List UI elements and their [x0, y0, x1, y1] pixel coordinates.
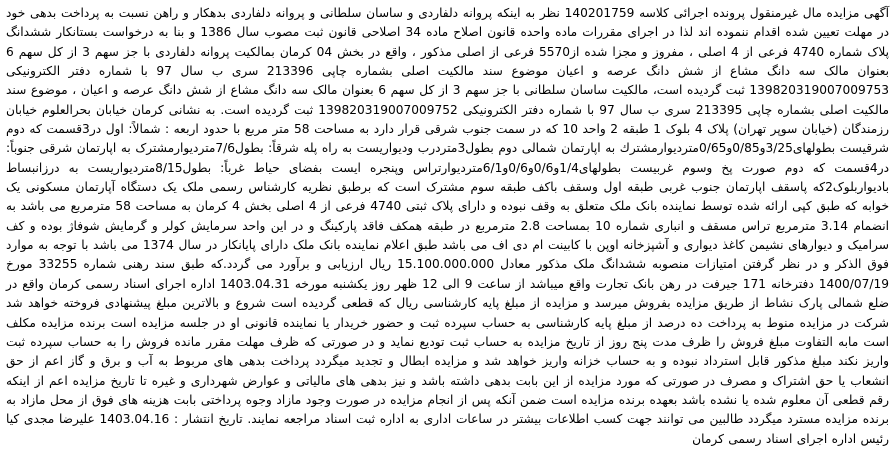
auction-notice-body: آگهی مزایده مال غیرمنقول پرونده اجرائی کلاسه 140201759 نظر به اینکه پروانه دلفاردی و ساسان سلطانی و پروانه دلفاردی بدهکار و راهن نسبت به پرداخت بدهی خود در مهلت تعیین شده اقدام ننموده اند لذا در اجرای مقررات ماده واحده قانون اصلاح ماده 34 اصلاحی قانون ثبت مصوب سال 1386 و بنا به درخواست بستانکار ششدانگ پلاک شماره 4740 فرعی از 4 اصلی ، مفروز و مجزا شده از5570 فرعی از اصلی مذکور ، واقع در بخش 04 کرمان بمالکیت پروانه دلفاردی با جز سهم 3 از کل سهم 6 بعنوان مالک سه دانگ مشاع از شش دانگ عرصه و اعیان موضوع سند مالکیت اصلی بشماره چاپی 213396 سری ب سال 97 با شماره دفتر الکترونیکی 139820319007009753 ثبت گردیده است، مالکیت ساسان سلطانی با جز سهم 3 از کل سهم 6 بعنوان مالک سه دانگ مشاع از شش دانگ عرصه و اعیان ، موضوع سند مالکیت اصلی بشماره چاپی 213395 سری ب سال 97 با شماره دفتر الکترونیکی 139820319007009752 ثبت گردیده است. به نشانی کرمان خیابان بحرالعلوم خیابان رزمندگان (خیابان سوپر تهران) پلاک 4 بلوک 1 طبقه 2 واحد 10 که در سمت جنوب شرقی قرار دارد به مساحت 58 متر مربع با حدود اربعه : شمالاً: اول در3قسمت که دوم شرقیست بطولهای3/25و0/85و0/65مترديوارمشترك به اپارتمان شمالی دوم بطول3متردرب وديواريست به راه پله شرقاً: بطول7/6متردیوارمشترک به اپارتمان شرقی جنوباً: در4قسمت که دوم صورت پخ وسوم غربیست بطولهای1/4و0/6و0/6و6/1متردیوارتراس وپنجره ایست بفضای حیاط غرباً: بطول8/15متردیواریست به درزانبساط بادیواربلوک2که پاسقف اپارتمان جنوب غربی طبقه اول وسقف باکف طبقه سوم مشترک است که برطبق نظریه کارشناس رسمی ملک یک دستگاه آپارتمان مسکونی یک خوابه که طبق کپی ارائه شده توسط نماینده بانک ملک متعلق به وقف نبوده و دارای پلاک ثبتی 4740 فرعی از 4 اصلی بخش 4 کرمان به مساحت 58 مترمربع می باشد به انضمام 3.14 مترمربع تراس مسقف و انباری شماره 10 بمساحت 2.8 مترمربع در طبقه همکف فاقد پارکینگ و در این واحد سرمایش کولر و گرمایش شوفاژ بوده و کف سرامیک و دیوارهای نشیمن کاغذ دیواری و آشپزخانه اوپن با کابینت ام دی اف می باشد طبق اعلام نماینده بانک ملک دارای پایانکار در سال 1374 می باشد با توجه به موارد فوق الذکر و در نظر گرفتن امتیازات منصوبه ششدانگ ملک مذکور معادل 15.100.000.000 ریال ارزیابی و برآورد می گردد.که طبق سند رهنی شماره 33255 مورخ 1400/07/19 دفترخانه 171 جیرفت در رهن بانک تجارت واقع میباشد از ساعت 9 الی 12 ظهر روز یکشنبه مورخه 1403.04.31 اداره اجرای اسناد رسمی کرمان واقع در ضلع شمالی پارک نشاط از طریق مزایده بفروش میرسد و مزایده از مبلغ پایه کارشناسی ریال که قطعی گردیده است شروع و بالاترین مبلغ پیشنهادی فروخته خواهد شد شرکت در مزایده منوط به پرداخت ده درصد از مبلغ پایه کارشناسی به حساب سپرده ثبت و حضور خریدار یا نماینده قانونی او در جلسه مزایده است برنده مزایده مکلف است مابه التفاوت مبلغ فروش را ظرف مدت پنج روز از تاریخ مزایده به حساب ثبت تودیع نماید و در صورتی که ظرف مهلت مقرر مانده فروش را به حساب سپرده ثبت واریز نکند مبلغ مذکور قابل استرداد نبوده و به حساب خزانه واریز خواهد شد و مزایده ابطال و تجدید میگردد پرداخت بدهی های مربوط به آب و برق و گاز اعم از حق انشعاب یا حق اشتراک و مصرف در صورتی که مورد مزایده از این بابت بدهی داشته باشد و نیز بدهی های مالیاتی و عوارض شهرداری و غیره تا تاریخ مزایده اعم از اینکه رقم قطعی آن معلوم شده یا نشده باشد بعهده برنده مزایده است ضمن آنکه پس از انجام مزایده در صورت وجود مازاد وجوه پرداختی بابت هزینه های فوق از محل مازاد به برنده مزایده مسترد میگردد طالبین می توانند جهت کسب اطلاعات بیشتر در ساعات اداری به اداره ثبت اسناد مراجعه نمایند. تاریخ انتشار : 1403.04.16 علیرضا مجدی کیا رئیس اداره اجرای اسناد رسمی کرمان [6, 6, 890, 446]
